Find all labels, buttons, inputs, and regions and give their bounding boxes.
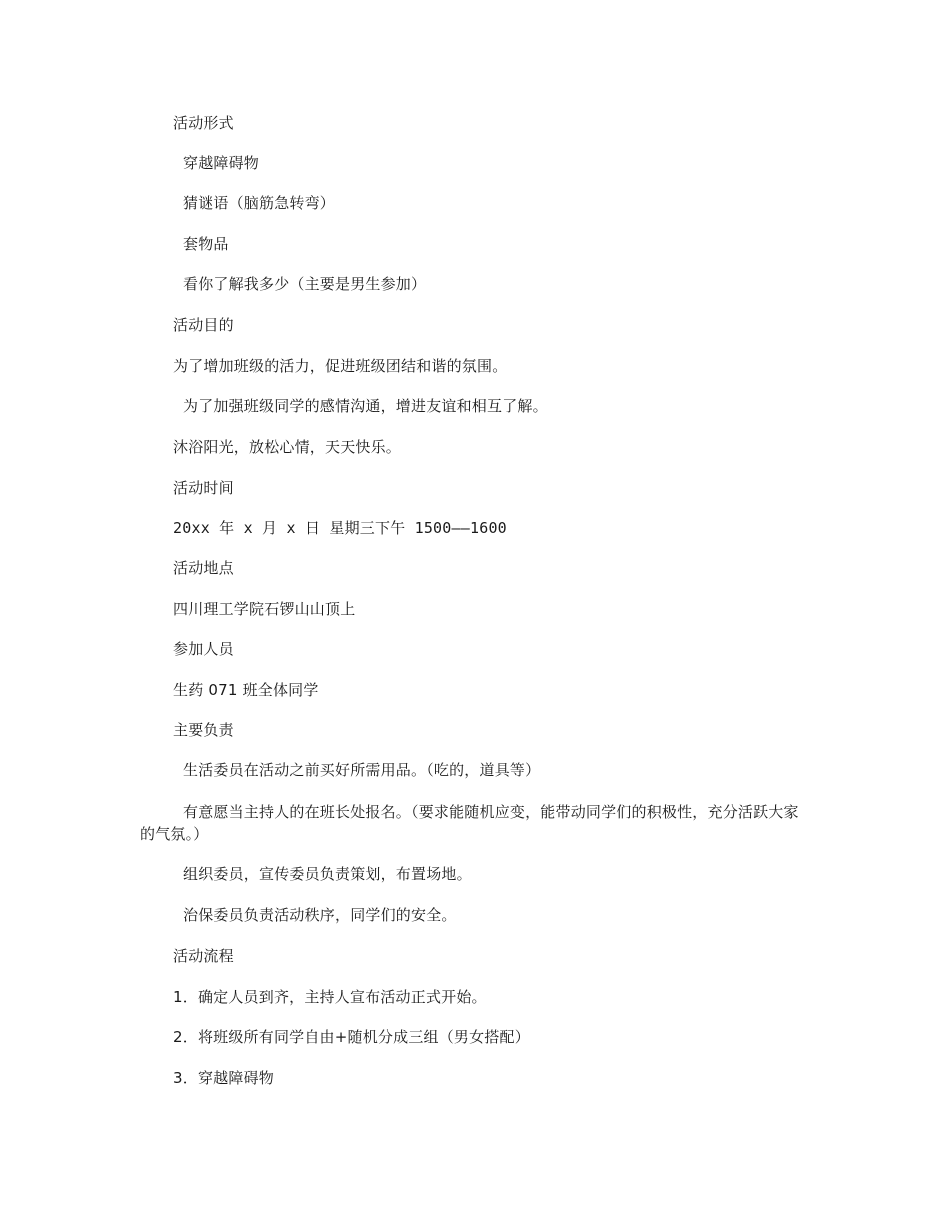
form-item: 穿越障碍物 [183, 154, 260, 172]
participants-value: 生药 071 班全体同学 [173, 681, 319, 699]
activity-time-value: 20xx 年 x 月 x 日 星期三下午 1500——1600 [173, 519, 507, 537]
process-item: 3．穿越障碍物 [173, 1069, 274, 1087]
responsible-item: 治保委员负责活动秩序，同学们的安全。 [183, 906, 457, 924]
heading-responsible: 主要负责 [173, 721, 234, 739]
heading-activity-time: 活动时间 [173, 479, 234, 497]
process-item: 2．将班级所有同学自由+随机分成三组（男女搭配） [173, 1028, 530, 1046]
heading-participants: 参加人员 [173, 640, 234, 658]
responsible-item: 有意愿当主持人的在班长处报名。（要求能随机应变，能带动同学们的积极性，充分活跃大家的气氛。） [140, 803, 799, 843]
process-item: 1．确定人员到齐，主持人宣布活动正式开始。 [173, 988, 487, 1006]
responsible-item: 生活委员在活动之前买好所需用品。（吃的，道具等） [183, 761, 541, 779]
responsible-item: 组织委员，宣传委员负责策划，布置场地。 [183, 865, 472, 883]
purpose-item: 沐浴阳光，放松心情，天天快乐。 [173, 438, 402, 456]
purpose-item: 为了增加班级的活力，促进班级团结和谐的氛围。 [173, 357, 508, 375]
heading-activity-purpose: 活动目的 [173, 316, 234, 334]
heading-activity-form: 活动形式 [173, 114, 234, 132]
form-item: 套物品 [183, 235, 229, 253]
heading-activity-process: 活动流程 [173, 947, 234, 965]
purpose-item: 为了加强班级同学的感情沟通，增进友谊和相互了解。 [183, 397, 548, 415]
activity-place-value: 四川理工学院石锣山山顶上 [173, 600, 356, 618]
heading-activity-place: 活动地点 [173, 559, 234, 577]
form-item: 看你了解我多少（主要是男生参加） [183, 275, 427, 293]
form-item: 猜谜语（脑筋急转弯） [183, 194, 336, 212]
